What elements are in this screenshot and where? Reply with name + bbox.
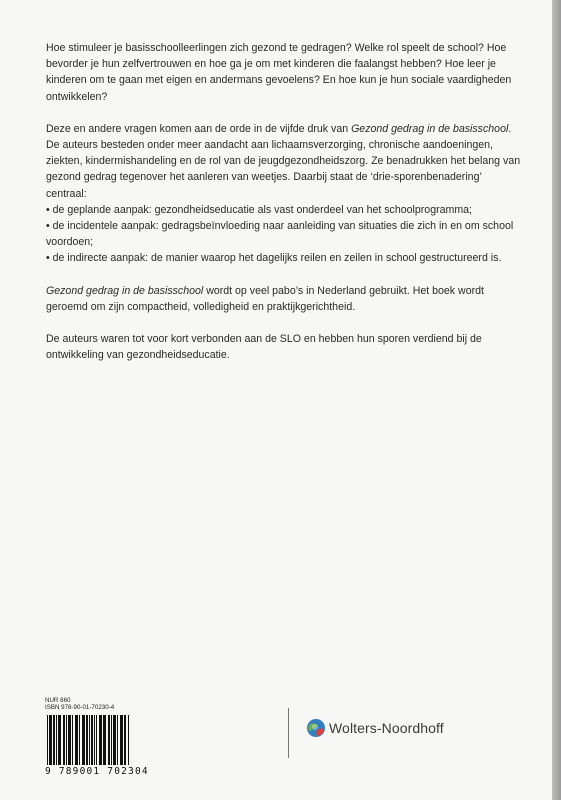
publisher-name: Wolters-Noordhoff bbox=[329, 720, 444, 736]
book-title-ref-1: Gezond gedrag in de basisschool bbox=[351, 122, 509, 135]
blurb-text bbox=[46, 40, 524, 379]
isbn-text: ISBN 978-90-01-70230-4 bbox=[45, 704, 115, 711]
globe-logo-icon bbox=[306, 718, 326, 738]
barcode-bars bbox=[45, 715, 157, 765]
blurb-paragraph-3 bbox=[46, 283, 524, 315]
barcode-digits: 9 789001 702304 bbox=[45, 766, 149, 777]
barcode-block bbox=[45, 697, 255, 777]
approach-list bbox=[46, 202, 524, 267]
book-title-ref-2: Gezond gedrag in de basisschool bbox=[46, 284, 204, 297]
blurb-paragraph-1: Hoe stimuleer je basisschoolleerlingen zich gezond te gedragen? Welke rol speelt de school? Hoe bevorder je hun zelfvertrouwen en hoe ga je om met kinderen die faalangst hebben? Hoe leer je kinderen om te gaan met eigen en andermans gevoelens? En hoe kun je hun sociale vaardigheden ontwikkelen? bbox=[46, 42, 512, 103]
blurb-p2-intro: Deze en andere vragen komen aan de orde in de vijfde druk van bbox=[46, 122, 352, 135]
approach-item: • de indirecte aanpak: de manier waarop het dagelijks reilen en zeilen in school gestructureerd is. bbox=[46, 250, 524, 266]
approach-item: • de incidentele aanpak: gedragsbeïnvloeding naar aanleiding van situaties die zich in en om school voordoen; bbox=[46, 218, 524, 250]
blurb-p2-body: . De auteurs besteden onder meer aandacht aan lichaamsverzorging, chronische aandoeningen, ziekten, kindermishandeling en de rol van de jeugdgezondheidszorg. Ze benadrukken het belang van gezond gedrag tegenover het aanleren van weetjes. Daarbij staat de ‘drie-sporenbenadering’ centraal: bbox=[46, 122, 521, 200]
nur-code: NUR 860 bbox=[45, 697, 71, 704]
book-spine-edge bbox=[552, 0, 561, 800]
blurb-paragraph-2 bbox=[46, 121, 524, 267]
blurb-paragraph-4: De auteurs waren tot voor kort verbonden aan de SLO en hebben hun sporen verdiend bij de ontwikkeling van gezondheidseducatie. bbox=[46, 333, 482, 362]
approach-item: • de geplande aanpak: gezondheidseducatie als vast onderdeel van het schoolprogramma; bbox=[46, 202, 524, 218]
blurb-p3-body: wordt op veel pabo’s in Nederland gebruikt. Het boek wordt geroemd om zijn compactheid, volledigheid en praktijkgerichtheid. bbox=[46, 284, 484, 313]
divider-line bbox=[288, 708, 289, 758]
publisher-logo-block bbox=[306, 718, 444, 738]
